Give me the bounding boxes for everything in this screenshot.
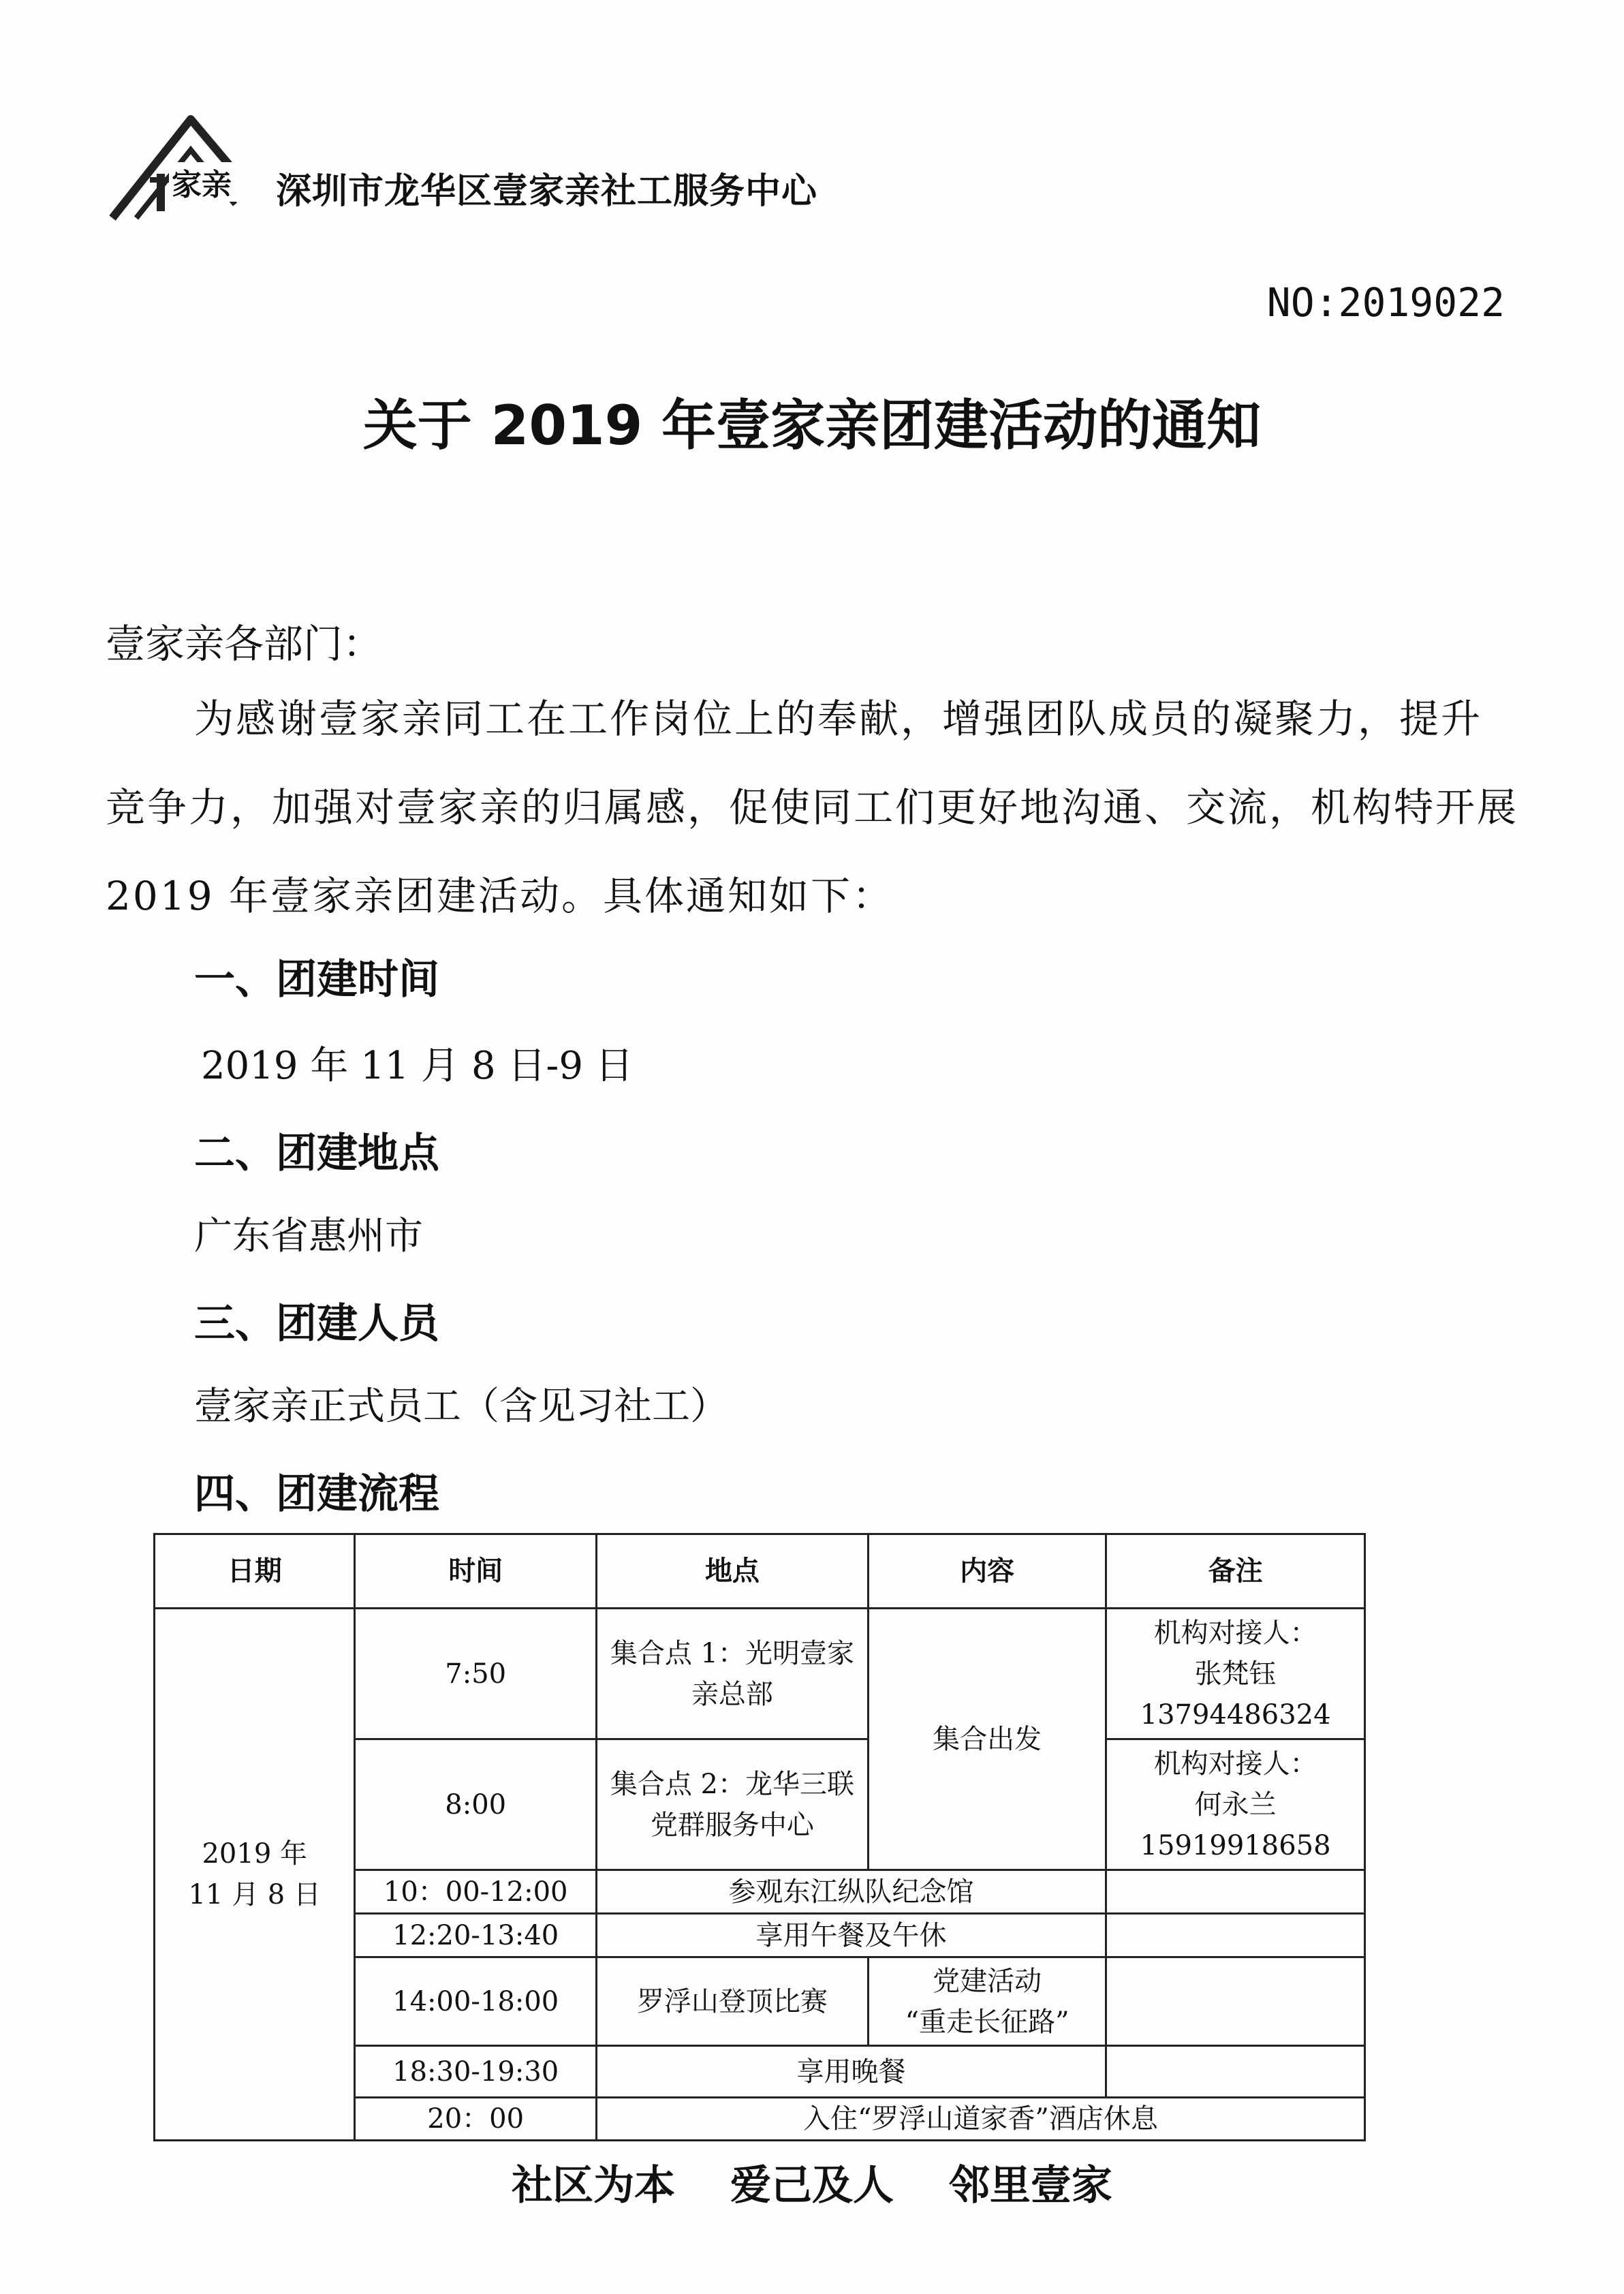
intro-paragraph: 为感谢壹家亲同工在工作岗位上的奉献，增强团队成员的凝聚力，提升竞争力，加强对壹家亲的归属感，促使同工们更好地沟通、交流，机构特开展 2019 年壹家亲团建活动。具体通知如下：: [106, 696, 1519, 919]
time-cell: 20：00: [355, 2098, 596, 2141]
time-cell: 18:30-19:30: [355, 2046, 596, 2098]
content-cell: 党建活动 “重走长征路”: [868, 1957, 1106, 2046]
time-cell: 7:50: [355, 1609, 596, 1739]
section-heading-place: 二、团建地点: [194, 1130, 439, 1177]
column-header: 地点: [596, 1534, 868, 1609]
content-cell: 集合出发: [868, 1609, 1106, 1870]
place-cell: 集合点 1：光明壹家亲总部: [596, 1609, 868, 1739]
note-cell: [1106, 2046, 1365, 2098]
section-content-time: 2019 年 11 月 8 日-9 日: [201, 1044, 634, 1088]
footer-motto: [0, 2153, 1624, 2212]
table-header-row: [155, 1534, 1365, 1609]
section-content-place: 广东省惠州市: [194, 1214, 423, 1258]
motto-phrase: 社区为本: [512, 2162, 676, 2210]
time-cell: 10：00-12:00: [355, 1870, 596, 1914]
section-heading-time: 一、团建时间: [194, 956, 439, 1004]
note-cell: [1106, 1870, 1365, 1914]
note-cell: 机构对接人： 何永兰 15919918658: [1106, 1739, 1365, 1870]
motto-phrase: 爱己及人: [730, 2162, 894, 2210]
section-content-people: 壹家亲正式员工（含见习社工）: [194, 1384, 728, 1429]
page-title: 关于 2019 年壹家亲团建活动的通知: [362, 394, 1262, 457]
note-cell: [1106, 1957, 1365, 2046]
activity-cell: 参观东江纵队纪念馆: [596, 1870, 1106, 1914]
document-number: NO:2019022: [1266, 279, 1505, 326]
org-logo: [109, 109, 272, 225]
column-header: 内容: [868, 1534, 1106, 1609]
activity-cell: 享用午餐及午休: [596, 1914, 1106, 1957]
time-cell: 14:00-18:00: [355, 1957, 596, 2046]
section-heading-flow: 四、团建流程: [194, 1470, 439, 1518]
motto-phrase: 邻里壹家: [948, 2162, 1112, 2210]
section-heading-people: 三、团建人员: [194, 1300, 439, 1348]
table-row: [155, 1609, 1365, 1739]
salutation: 壹家亲各部门：: [106, 621, 383, 667]
svg-text:家亲: 家亲: [172, 168, 232, 202]
place-cell: 罗浮山登顶比赛: [596, 1957, 868, 2046]
column-header: 时间: [355, 1534, 596, 1609]
note-cell: 机构对接人： 张梵钰 13794486324: [1106, 1609, 1365, 1739]
activity-cell: 享用晚餐: [596, 2046, 1106, 2098]
activity-cell: 入住“罗浮山道家香”酒店休息: [596, 2098, 1364, 2141]
column-header: 日期: [155, 1534, 355, 1609]
house-logo-icon: [109, 109, 272, 225]
date-cell: 2019 年 11 月 8 日: [155, 1609, 355, 2141]
schedule-table: [153, 1533, 1366, 2141]
column-header: 备注: [1106, 1534, 1365, 1609]
org-name: 深圳市龙华区壹家亲社工服务中心: [276, 171, 818, 212]
time-cell: 8:00: [355, 1739, 596, 1870]
time-cell: 12:20-13:40: [355, 1914, 596, 1957]
place-cell: 集合点 2：龙华三联党群服务中心: [596, 1739, 868, 1870]
note-cell: [1106, 1914, 1365, 1957]
